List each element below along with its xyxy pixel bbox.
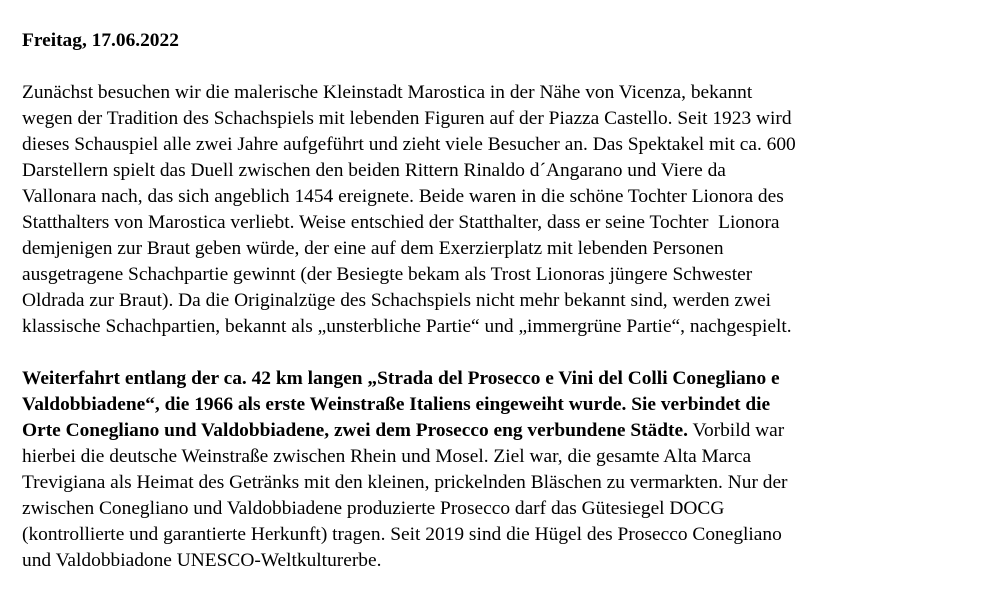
text-line: (kontrollierte und garantierte Herkunft) tragen. Seit 2019 sind die Hügel des Prosecco Conegliano — [22, 524, 782, 545]
mixed-text-line — [22, 418, 967, 444]
text-line: Trevigiana als Heimat des Getränks mit den kleinen, prickelnden Bläschen zu vermarkten. Nur der — [22, 472, 788, 493]
text-line: dieses Schauspiel alle zwei Jahre aufgeführt und zieht viele Besucher an. Das Spektakel mit ca. 600 — [22, 134, 796, 155]
bold-text-segment: Orte Conegliano und Valdobbiadene, zwei dem Prosecco eng verbundene Städte. — [22, 420, 688, 441]
text-line: Oldrada zur Braut). Da die Originalzüge des Schachspiels nicht mehr bekannt sind, werden zwei — [22, 290, 771, 311]
text-line: hierbei die deutsche Weinstraße zwischen Rhein und Mosel. Ziel war, die gesamte Alta Marca — [22, 446, 752, 467]
date-heading: Freitag, 17.06.2022 — [22, 30, 179, 51]
text-line: und Valdobbiadone UNESCO-Weltkulturerbe. — [22, 550, 382, 571]
paragraph-marostica — [22, 80, 967, 340]
text-line: zwischen Conegliano und Valdobbiadene produzierte Prosecco darf das Gütesiegel DOCG — [22, 498, 725, 519]
text-line: Zunächst besuchen wir die malerische Kleinstadt Marostica in der Nähe von Vicenza, bekannt — [22, 82, 753, 103]
document-body — [22, 28, 967, 574]
text-line: Statthalters von Marostica verliebt. Weise entschied der Statthalter, dass er seine Tochter Lionora — [22, 212, 780, 233]
paragraph-prosecco-road — [22, 366, 967, 574]
text-line: Darstellern spielt das Duell zwischen den beiden Rittern Rinaldo d´Angarano und Viere da — [22, 160, 726, 181]
bold-text-line: Valdobbiadene“, die 1966 als erste Weinstraße Italiens eingeweiht wurde. Sie verbindet die — [22, 394, 771, 415]
text-segment: Vorbild war — [687, 420, 785, 441]
bold-text-line: Weiterfahrt entlang der ca. 42 km langen „Strada del Prosecco e Vini del Colli Conegliano e — [22, 368, 780, 389]
text-line: ausgetragene Schachpartie gewinnt (der Besiegte bekam als Trost Lionoras jüngere Schwester — [22, 264, 753, 285]
text-line: demjenigen zur Braut geben würde, der eine auf dem Exerzierplatz mit lebenden Personen — [22, 238, 724, 259]
text-line: wegen der Tradition des Schachspiels mit lebenden Figuren auf der Piazza Castello. Seit 1923 wird — [22, 108, 792, 129]
text-line: Vallonara nach, das sich angeblich 1454 ereignete. Beide waren in die schöne Tochter Lionora des — [22, 186, 784, 207]
text-line: klassische Schachpartien, bekannt als „unsterbliche Partie“ und „immergrüne Partie“, nachgespielt. — [22, 316, 792, 337]
